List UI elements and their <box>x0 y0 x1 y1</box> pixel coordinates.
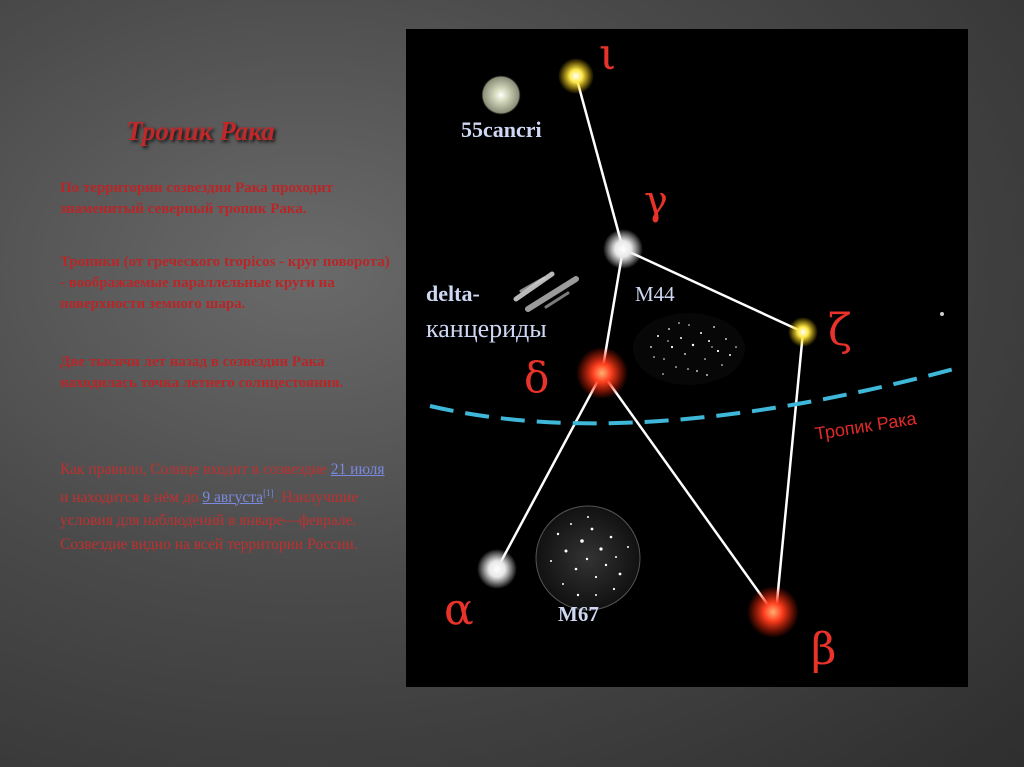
paragraph-1 <box>60 178 390 227</box>
star-alpha <box>477 549 517 589</box>
wiki-paragraph <box>60 458 390 556</box>
label-beta: β <box>811 624 837 675</box>
date-link-july[interactable]: 21 июля <box>330 461 385 478</box>
wiki-text-2: и находится в нём до <box>60 488 203 506</box>
label-iota: ι <box>599 29 617 80</box>
star-iota <box>558 58 594 94</box>
star-gamma <box>603 229 643 269</box>
star-beta <box>747 586 799 638</box>
paragraph-3 <box>60 352 390 401</box>
paragraph-1-text: По территории созвездия Рака проходит знаменитый северный тропик Рака. <box>60 180 334 217</box>
meteor-shower-icon <box>516 274 576 309</box>
m44-cluster <box>633 313 745 385</box>
date-link-august[interactable]: 9 августа <box>202 488 264 506</box>
label-55cancri: 55cancri <box>461 117 542 142</box>
planet-55cancri <box>481 75 521 115</box>
reference-link[interactable]: [1] <box>263 487 274 498</box>
background-star <box>940 312 944 316</box>
constellation-image <box>406 29 968 687</box>
paragraph-3-text: Две тысячи лет назад в созвездии Рака находилась точка летнего солнцестояния. <box>60 354 344 391</box>
label-delta: δ <box>524 353 550 402</box>
label-delta-cancrids-line1: delta- <box>426 281 480 306</box>
label-delta-cancrids-line2: канцериды <box>426 314 547 343</box>
label-tropic: Тропик Рака <box>813 408 918 444</box>
paragraph-2-text: Тропики (от греческого tropicos - круг поворота) - воображаемые параллельные круги на поверхности земного шара. <box>60 254 390 312</box>
wiki-text-3: . Наилучшие условия для наблюдений в январе—феврале. Созвездие видно на всей территории России. <box>60 488 359 553</box>
slide-title: Тропик Рака <box>126 116 275 146</box>
star-delta <box>576 347 628 399</box>
label-m67: M67 <box>558 602 599 626</box>
wiki-text-1: Как правило, Солнце входит в созвездие <box>60 461 331 478</box>
label-gamma: γ <box>644 178 668 224</box>
label-alpha: α <box>444 584 474 635</box>
label-zeta: ζ <box>828 305 852 356</box>
m67-cluster <box>536 506 640 610</box>
star-zeta <box>788 317 818 347</box>
paragraph-2 <box>60 252 390 322</box>
label-m44: M44 <box>635 282 675 306</box>
constellation-map <box>406 29 968 687</box>
